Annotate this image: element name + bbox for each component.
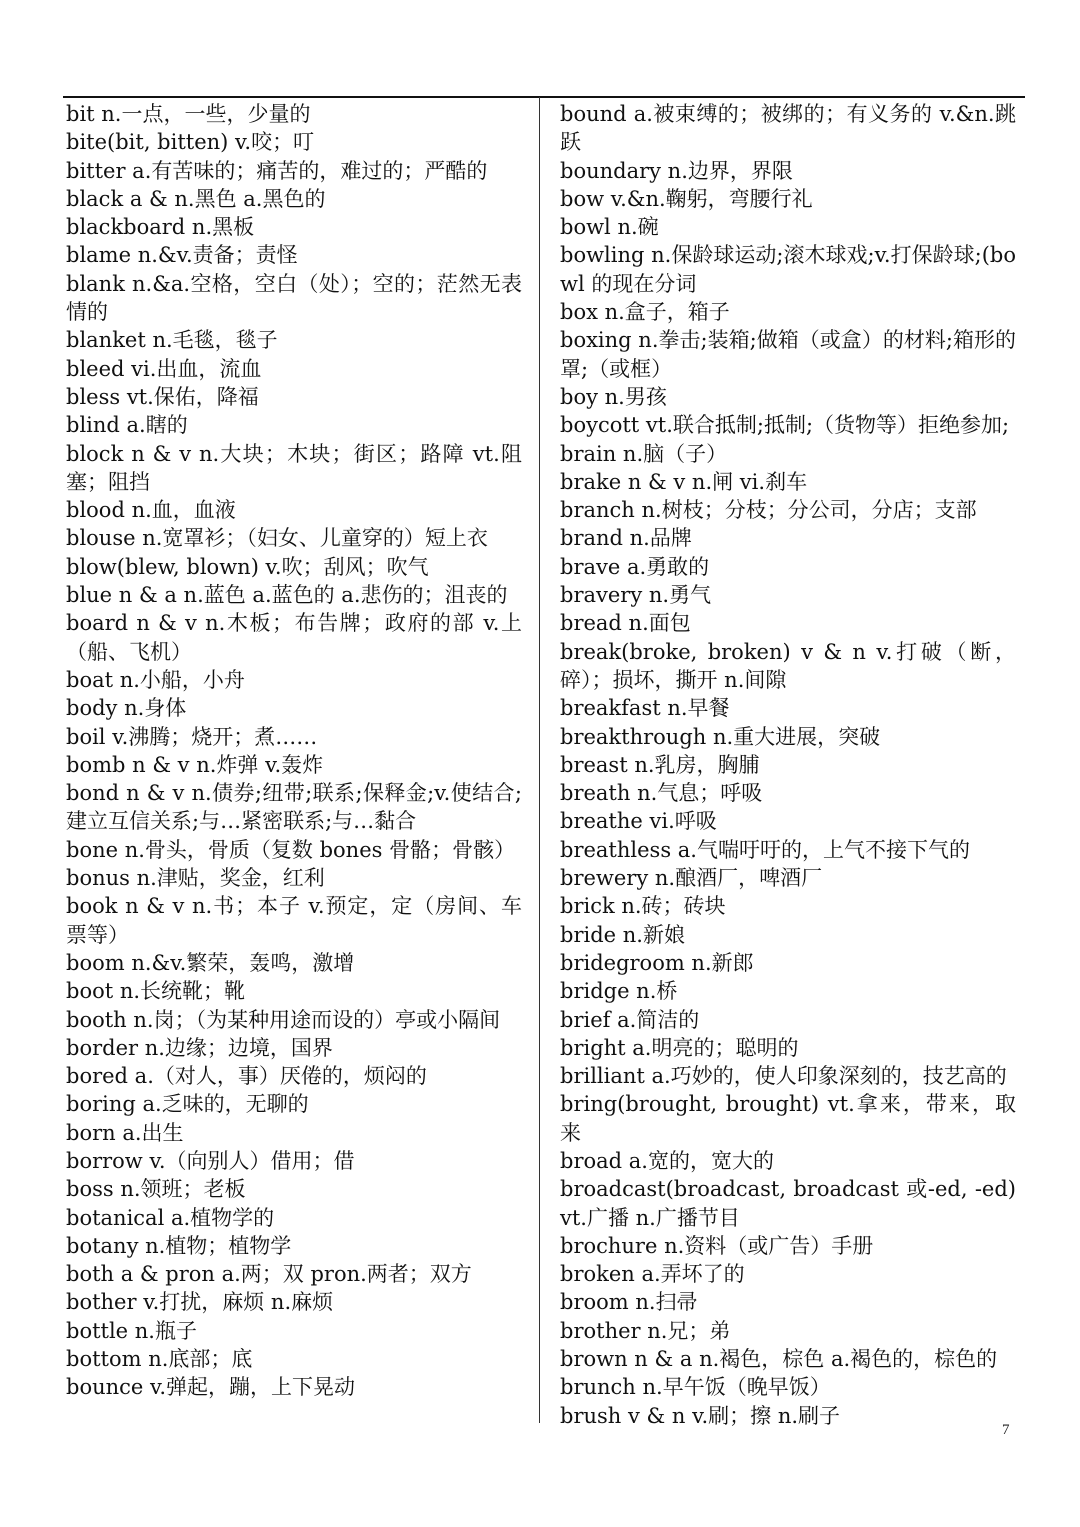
vocab-entry: blue n & a n.蓝色 a.蓝色的 a.悲伤的；沮丧的: [66, 583, 508, 608]
vocab-entry: bite(bit, bitten) v.咬；叮: [66, 130, 315, 155]
vocab-entry: breakthrough n.重大进展，突破: [560, 724, 881, 749]
vocab-entry: bless vt.保佑，降福: [66, 384, 259, 409]
vocab-entry: boxing n.拳击;装箱;做箱（或盒）的材料;箱形的罩;（或框）: [560, 328, 1016, 381]
vocab-entry: boundary n.边界，界限: [560, 158, 793, 183]
vocab-entry: boy n.男孩: [560, 384, 667, 409]
vocab-entry: bridge n.桥: [560, 979, 678, 1004]
vocab-entry: bitter a.有苦味的；痛苦的，难过的；严酷的: [66, 158, 488, 183]
vocab-entry: bright a.明亮的；聪明的: [560, 1035, 799, 1060]
vocab-entry: bride n.新娘: [560, 922, 685, 947]
vocab-entry: block n & v n.大块；木块；街区；路障 vt.阻塞；阻挡: [66, 441, 522, 494]
vocab-entry: breakfast n.早餐: [560, 696, 730, 721]
vocab-entry: brewery n.酿酒厂，啤酒厂: [560, 866, 823, 891]
vocab-entry: breath n.气息；呼吸: [560, 781, 763, 806]
vocab-entry: blackboard n.黑板: [66, 215, 255, 240]
vocab-entry: break(broke, broken) v & n v.打破（断，碎）；损坏，撕开 n.间隙: [560, 639, 1016, 692]
vocab-entry: bow v.&n.鞠躬，弯腰行礼: [560, 186, 813, 211]
vocab-entry: bowl n.碗: [560, 215, 659, 240]
vocab-entry: born a.出生: [66, 1120, 184, 1145]
vocab-entry: blanket n.毛毯，毯子: [66, 328, 278, 353]
vocab-entry: boss n.领班；老板: [66, 1177, 246, 1202]
vocab-entry: breathless a.气喘吁吁的，上气不接下气的: [560, 837, 970, 862]
vocab-entry: bound a.被束缚的；被绑的；有义务的 v.&n.跳跃: [560, 102, 1016, 155]
vocab-entry: blood n.血，血液: [66, 498, 236, 523]
vocab-entry: brunch n.早午饭（晚早饭）: [560, 1375, 831, 1400]
vocab-entry: bomb n & v n.炸弹 v.轰炸: [66, 752, 324, 777]
vocab-entry: book n & v n.书；本子 v.预定，定（房间、车票等）: [66, 894, 522, 947]
vocab-entry: bond n & v n.债券;纽带;联系;保释金;v.使结合;建立互信关系;与…紧密联系;与…黏合: [66, 781, 522, 834]
vocab-entry: bounce v.弹起，蹦，上下晃动: [66, 1375, 356, 1400]
vocab-entry: boot n.长统靴；靴: [66, 979, 246, 1004]
vocab-entry: both a & pron a.两；双 pron.两者；双方: [66, 1262, 472, 1287]
vocab-entry: boat n.小船，小舟: [66, 667, 245, 692]
vocab-entry: broadcast(broadcast, broadcast 或-ed, -ed) vt.广播 n.广播节目: [560, 1177, 1016, 1230]
vocab-entry: border n.边缘；边境，国界: [66, 1035, 333, 1060]
vocab-entry: brave a.勇敢的: [560, 554, 710, 579]
vocab-entry: brilliant a.巧妙的，使人印象深刻的，技艺高的: [560, 1064, 1007, 1089]
vocab-entry: broom n.扫帚: [560, 1290, 698, 1315]
vocab-entry: boring a.乏味的，无聊的: [66, 1092, 309, 1117]
vocab-entry: board n & v n.木板；布告牌；政府的部 v.上（船、飞机）: [66, 611, 522, 664]
vocab-entry: boil v.沸腾；烧开；煮……: [66, 724, 318, 749]
vocab-entry: breast n.乳房，胸脯: [560, 752, 760, 777]
vocab-entry: blank n.&a.空格，空白（处）；空的；茫然无表情的: [66, 271, 522, 325]
vocab-entry: brief a.简洁的: [560, 1007, 700, 1032]
column-divider: [539, 97, 540, 1423]
vocab-entry: branch n.树枝；分枝；分公司，分店；支部: [560, 498, 977, 523]
vocab-entry: bowling n.保龄球运动;滚木球戏;v.打保龄球;(bowl 的现在分词: [560, 243, 1016, 296]
vocab-entry: botanical a.植物学的: [66, 1205, 275, 1230]
vocab-entry: box n.盒子，箱子: [560, 300, 730, 325]
vocab-entry: blind a.瞎的: [66, 413, 188, 438]
vocab-entry: blouse n.宽罩衫；（妇女、儿童穿的）短上衣: [66, 526, 488, 551]
vocab-entry: bottom n.底部；底: [66, 1347, 253, 1372]
vocab-entry: broad a.宽的，宽大的: [560, 1148, 774, 1173]
vocab-entry: boycott vt.联合抵制;抵制;（货物等）拒绝参加;: [560, 413, 1010, 438]
vocab-entry: black a & n.黑色 a.黑色的: [66, 186, 326, 211]
right-column: [560, 100, 1016, 1430]
vocab-entry: bottle n.瓶子: [66, 1318, 197, 1343]
vocab-entry: bit n.一点，一些，少量的: [66, 102, 311, 126]
vocab-entry: bread n.面包: [560, 611, 691, 636]
vocab-entry: bother v.打扰，麻烦 n.麻烦: [66, 1290, 334, 1315]
vocab-entry: booth n.岗；（为某种用途而设的）亭或小隔间: [66, 1007, 501, 1032]
vocab-entry: bleed vi.出血，流血: [66, 356, 262, 381]
vocab-entry: broken a.弄坏了的: [560, 1262, 745, 1287]
vocab-entry: blow(blew, blown) v.吹；刮风；吹气: [66, 554, 429, 579]
vocab-entry: bring(brought, brought) vt.拿来，带来，取来: [560, 1092, 1016, 1145]
vocab-entry: breathe vi.呼吸: [560, 809, 717, 834]
vocab-entry: bone n.骨头，骨质（复数 bones 骨骼；骨骸）: [66, 837, 516, 862]
vocab-entry: brake n & v n.闸 vi.刹车: [560, 469, 808, 494]
vocab-entry: bored a.（对人，事）厌倦的，烦闷的: [66, 1064, 427, 1089]
top-rule: [63, 96, 1025, 98]
vocab-entry: brother n.兄；弟: [560, 1318, 731, 1343]
vocab-entry: blame n.&v.责备；责怪: [66, 243, 298, 268]
left-column: [66, 100, 522, 1402]
vocab-entry: bridegroom n.新郎: [560, 950, 754, 975]
vocab-entry: brown n & a n.褐色，棕色 a.褐色的，棕色的: [560, 1347, 998, 1372]
vocab-entry: bravery n.勇气: [560, 583, 712, 608]
vocab-entry: borrow v.（向别人）借用；借: [66, 1148, 355, 1173]
vocab-entry: botany n.植物；植物学: [66, 1233, 292, 1258]
vocab-entry: body n.身体: [66, 696, 187, 721]
vocab-entry: brochure n.资料（或广告）手册: [560, 1233, 874, 1258]
vocab-entry: brand n.品牌: [560, 526, 692, 551]
vocab-entry: brush v & n v.刷；擦 n.刷子: [560, 1403, 841, 1428]
vocab-entry: bonus n.津贴，奖金，红利: [66, 866, 325, 891]
vocab-entry: brick n.砖；砖块: [560, 894, 726, 919]
vocab-entry: brain n.脑（子）: [560, 441, 728, 466]
vocab-entry: boom n.&v.繁荣，轰鸣，激增: [66, 950, 355, 975]
page-number: 7: [1002, 1422, 1010, 1438]
